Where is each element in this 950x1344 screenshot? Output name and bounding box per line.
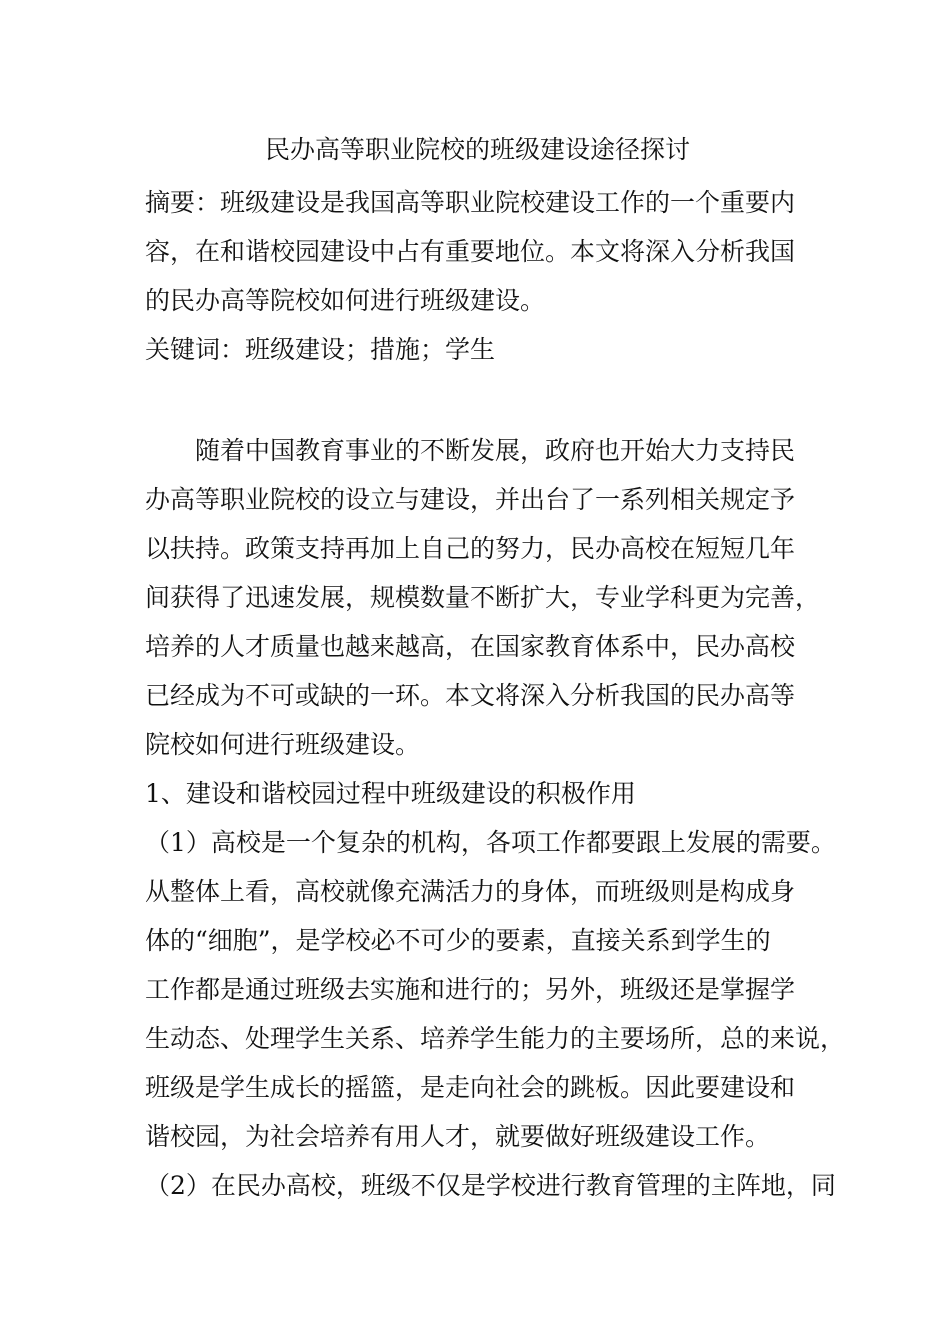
abstract xyxy=(145,178,810,325)
point-1-line: 生动态、处理学生关系、培养学生能力的主要场所，总的来说， xyxy=(145,1024,846,1053)
section-heading: 1、建设和谐校园过程中班级建设的积极作用 xyxy=(145,779,636,808)
intro-line: 院校如何进行班级建设。 xyxy=(145,730,421,759)
blank-line xyxy=(145,374,810,426)
point-2-line: （2）在民办高校，班级不仅是学校进行教育管理的主阵地，同 xyxy=(145,1171,836,1200)
point-1-line: （1）高校是一个复杂的机构，各项工作都要跟上发展的需要。 xyxy=(145,828,836,857)
point-2 xyxy=(145,1161,836,1210)
point-1-line: 班级是学生成长的摇篮，是走向社会的跳板。因此要建设和 xyxy=(145,1073,796,1102)
point-1-line: 体的“细胞”，是学校必不可少的要素，直接关系到学生的 xyxy=(145,926,771,955)
intro-line: 随着中国教育事业的不断发展，政府也开始大力支持民 xyxy=(195,436,796,465)
point-1-line: 工作都是通过班级去实施和进行的；另外，班级还是掌握学 xyxy=(145,975,796,1004)
abstract-line: 摘要：班级建设是我国高等职业院校建设工作的一个重要内 xyxy=(145,188,796,217)
intro-line: 间获得了迅速发展，规模数量不断扩大，专业学科更为完善， xyxy=(145,583,821,612)
point-1-line: 谐校园，为社会培养有用人才，就要做好班级建设工作。 xyxy=(145,1122,771,1151)
point-1-line: 从整体上看，高校就像充满活力的身体，而班级则是构成身 xyxy=(145,877,796,906)
intro-line: 已经成为不可或缺的一环。本文将深入分析我国的民办高等 xyxy=(145,681,796,710)
intro-line: 以扶持。政策支持再加上自己的努力，民办高校在短短几年 xyxy=(145,534,796,563)
abstract-line: 容，在和谐校园建设中占有重要地位。本文将深入分析我国 xyxy=(145,237,796,266)
intro-line: 培养的人才质量也越来越高，在国家教育体系中，民办高校 xyxy=(145,632,796,661)
intro-paragraph xyxy=(145,426,821,769)
intro-line: 办高等职业院校的设立与建设，并出台了一系列相关规定予 xyxy=(145,485,796,514)
document-title: 民办高等职业院校的班级建设途径探讨 xyxy=(264,135,690,164)
abstract-line: 的民办高等院校如何进行班级建设。 xyxy=(145,286,546,315)
document-page xyxy=(145,128,846,1210)
point-1 xyxy=(145,818,846,1161)
keywords: 关键词：班级建设；措施；学生 xyxy=(145,335,496,364)
